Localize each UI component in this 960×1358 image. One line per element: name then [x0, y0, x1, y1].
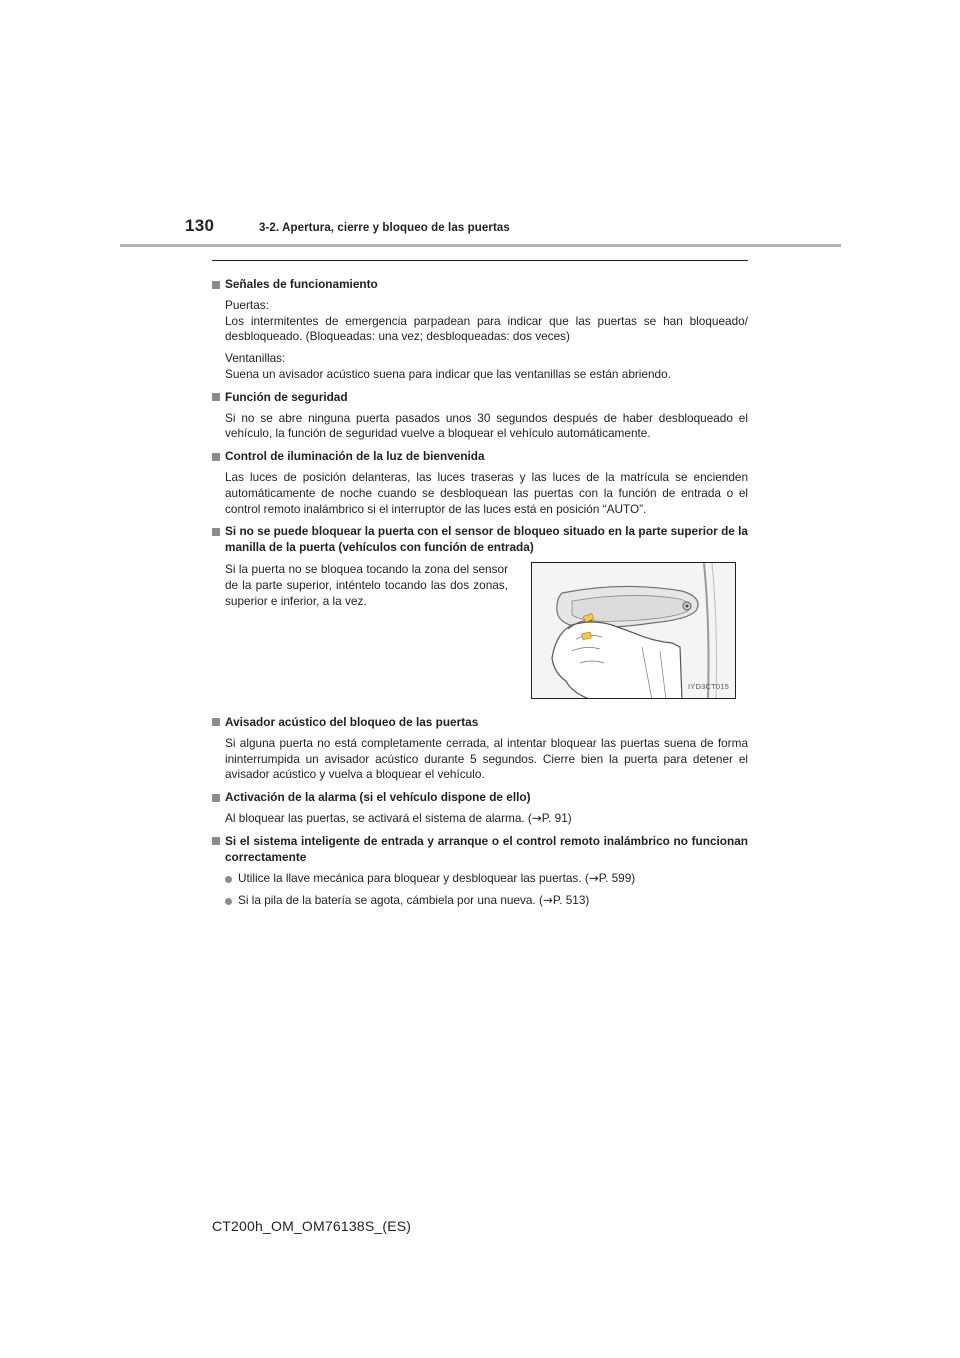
item-title-text: Activación de la alarma (si el vehículo dispone de ello) [225, 790, 531, 805]
header-rule [120, 244, 841, 247]
section-operation-signals [212, 277, 748, 383]
paragraph: Los intermitentes de emergencia parpadean para indicar que las puertas se han bloqueado/ desbloqueado. (Bloqueadas: una vez; desbloqueadas: dos veces) [225, 313, 748, 344]
square-bullet-icon [212, 718, 220, 726]
item-body [225, 298, 748, 383]
item-body [225, 470, 748, 517]
square-bullet-icon [212, 453, 220, 461]
page-reference-link[interactable]: P. 599) [598, 871, 636, 886]
list-item [225, 871, 748, 887]
section-lock-sensor [212, 524, 748, 699]
item-title [212, 449, 748, 465]
item-body [225, 736, 748, 783]
list-item-text: Si la pila de la batería se agota, cámbiela por una nueva. ( [238, 893, 543, 908]
item-body [225, 411, 748, 443]
section-security-function [212, 390, 748, 442]
figure-code: IYD3CT015 [688, 682, 729, 692]
item-title [212, 277, 748, 293]
section-lock-buzzer [212, 715, 748, 783]
door-handle-illustration [531, 562, 736, 699]
item-title [212, 524, 748, 556]
list-item [225, 893, 748, 909]
arrow-right-icon: → [542, 893, 553, 908]
paragraph: Puertas: [225, 297, 269, 312]
section-system-malfunction [212, 834, 748, 909]
document-code: CT200h_OM_OM76138S_(ES) [212, 1218, 412, 1234]
arrow-right-icon: → [588, 871, 599, 886]
paragraph: Suena un avisador acústico suena para indicar que las ventanillas se están abriendo. [225, 366, 671, 381]
item-title [212, 390, 748, 406]
page-number: 130 [185, 216, 215, 235]
paragraph: Si no se abre ninguna puerta pasados unos 30 segundos después de haber desbloqueado el vehículo, la función de seguridad vuelve a bloquear el vehículo automáticamente. [225, 410, 748, 441]
square-bullet-icon [212, 393, 220, 401]
round-bullet-icon [225, 898, 232, 905]
page-reference-link[interactable]: P. 91) [541, 810, 572, 825]
section-title: 3-2. Apertura, cierre y bloqueo de las puertas [259, 222, 510, 234]
arrow-right-icon: → [531, 810, 542, 825]
item-title-text: Si no se puede bloquear la puerta con el sensor de bloqueo situado en la parte superior de la manilla de la puerta (vehículos con función de entrada) [225, 524, 748, 555]
top-divider [212, 260, 748, 261]
paragraph: Al bloquear las puertas, se activará el sistema de alarma. ( [225, 810, 532, 825]
paragraph: Las luces de posición delanteras, las luces traseras y las luces de la matrícula se encienden automáticamente de noche cuando se desbloquean las puertas con la función de entrada o el control remoto inalámbrico si el interruptor de las luces está en posición “AUTO”. [225, 469, 748, 516]
list-item-text: Utilice la llave mecánica para bloquear y desbloquear las puertas. ( [238, 871, 589, 886]
figure-caption-text: Si la puerta no se bloquea tocando la zona del sensor de la parte superior, inténtelo tocando las dos zonas, superior e inferior, a la vez. [225, 561, 508, 608]
square-bullet-icon [212, 837, 220, 845]
section-welcome-light [212, 449, 748, 517]
figure-row [225, 562, 748, 699]
round-bullet-icon [225, 876, 232, 883]
square-bullet-icon [212, 794, 220, 802]
item-title-text: Avisador acústico del bloqueo de las puertas [225, 714, 479, 729]
item-title [212, 790, 748, 806]
item-body [225, 811, 748, 827]
item-title [212, 715, 748, 731]
item-title-text: Función de seguridad [225, 389, 348, 404]
paragraph: Ventanillas: [225, 351, 286, 366]
item-title [212, 834, 748, 866]
item-title-text: Si el sistema inteligente de entrada y arranque o el control remoto inalámbrico no funcionan correctamente [225, 833, 748, 864]
item-title-text: Control de iluminación de la luz de bienvenida [225, 449, 485, 464]
square-bullet-icon [212, 528, 220, 536]
page-content [212, 270, 748, 909]
item-title-text: Señales de funcionamiento [225, 277, 378, 291]
square-bullet-icon [212, 281, 220, 289]
page-reference-link[interactable]: P. 513) [552, 893, 590, 908]
paragraph: Si alguna puerta no está completamente cerrada, al intentar bloquear las puertas suena de forma ininterrumpida un avisador acústico durante 5 segundos. Cierre bien la puerta para detener el avisador acústico y vuelva a bloquear el vehículo. [225, 735, 748, 782]
section-alarm-activation [212, 790, 748, 827]
